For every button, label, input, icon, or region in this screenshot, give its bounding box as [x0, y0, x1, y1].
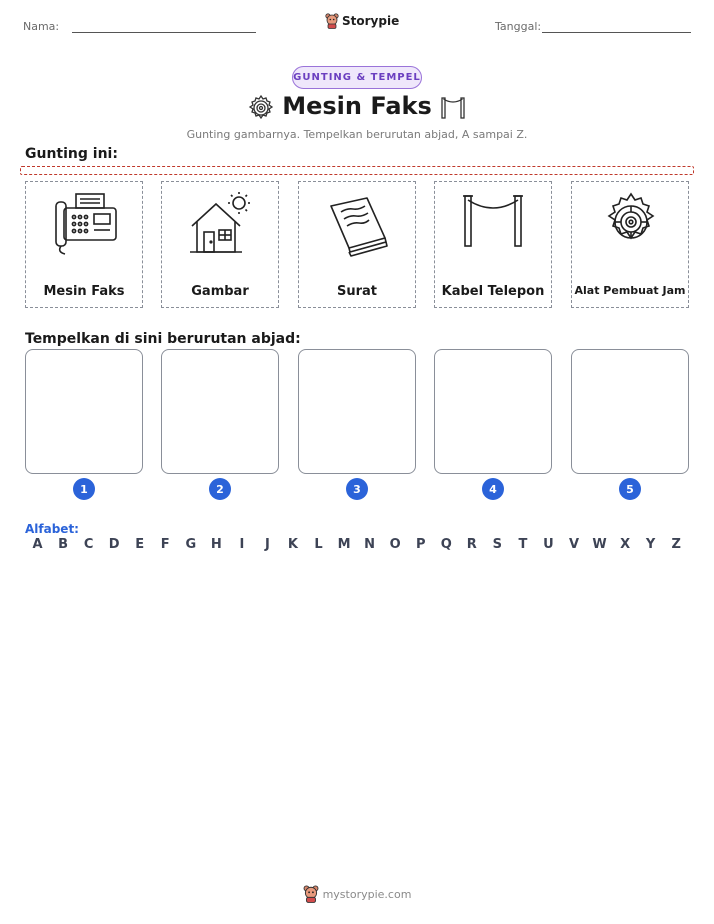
cut-card-picture[interactable]	[161, 181, 279, 308]
brand-name: Storypie	[342, 14, 400, 28]
alphabet-letter: W	[592, 537, 607, 552]
paste-section-label: Tempelkan di sini berurutan abjad:	[25, 331, 301, 347]
paste-slot-2[interactable]	[161, 349, 279, 474]
telephone-cable-icon	[459, 190, 529, 260]
alphabet-letter: G	[185, 537, 197, 552]
alphabet-letter: Y	[645, 537, 656, 552]
gear-icon	[596, 190, 666, 260]
page-title: Mesin Faks	[282, 92, 432, 120]
alphabet-letter: R	[466, 537, 477, 552]
slot-number-5: 5	[619, 478, 641, 500]
paste-slot-5[interactable]	[571, 349, 689, 474]
alphabet-row	[25, 537, 689, 552]
date-label: Tanggal:	[495, 20, 542, 33]
alphabet-letter: V	[568, 537, 580, 552]
cut-card-label: Kabel Telepon	[441, 284, 545, 299]
slot-number-2: 2	[209, 478, 231, 500]
letter-paper-icon	[323, 190, 393, 260]
alphabet-label: Alfabet:	[25, 522, 79, 536]
date-line[interactable]	[542, 32, 691, 33]
name-label: Nama:	[23, 20, 60, 33]
cut-card-label: Mesin Faks	[43, 284, 125, 299]
alphabet-letter: B	[58, 537, 68, 552]
alphabet-letter: T	[518, 537, 528, 552]
alphabet-letter: H	[210, 537, 222, 552]
bear-mascot-icon	[325, 13, 339, 29]
slot-number-1: 1	[73, 478, 95, 500]
fax-machine-icon	[50, 190, 120, 260]
cut-card-cable[interactable]	[434, 181, 552, 308]
paste-slot-4[interactable]	[434, 349, 552, 474]
activity-badge: GUNTING & TEMPEL	[292, 66, 422, 89]
alphabet-letter: C	[83, 537, 94, 552]
cut-card-label: Gambar	[191, 284, 249, 299]
instructions: Gunting gambarnya. Tempelkan berurutan abjad, A sampai Z.	[186, 128, 528, 141]
alphabet-letter: J	[265, 537, 270, 552]
bear-mascot-icon	[303, 885, 319, 903]
paste-slot-1[interactable]	[25, 349, 143, 474]
alphabet-letter: D	[108, 537, 120, 552]
footer	[0, 885, 714, 903]
cut-card-fax[interactable]	[25, 181, 143, 308]
alphabet-letter: F	[160, 537, 170, 552]
alphabet-letter: P	[415, 537, 426, 552]
footer-url[interactable]: mystorypie.com	[322, 887, 412, 901]
cut-card-label: Alat Pembuat Jam	[574, 284, 686, 297]
alphabet-letter: M	[337, 537, 351, 552]
alphabet-letter: K	[287, 537, 298, 552]
alphabet-letter: Q	[440, 537, 452, 552]
slot-number-4: 4	[482, 478, 504, 500]
alphabet-letter: E	[135, 537, 145, 552]
alphabet-letter: L	[314, 537, 323, 552]
alphabet-letter: O	[389, 537, 401, 552]
cut-card-label: Surat	[336, 284, 377, 299]
cut-card-clockmaker[interactable]	[571, 181, 689, 308]
alphabet-letter: A	[32, 537, 43, 552]
alphabet-letter: U	[543, 537, 554, 552]
alphabet-letter: S	[492, 537, 503, 552]
slot-number-3: 3	[346, 478, 368, 500]
cut-card-letter[interactable]	[298, 181, 416, 308]
cut-section-label: Gunting ini:	[25, 146, 118, 162]
cut-line	[20, 166, 694, 175]
alphabet-letter: N	[364, 537, 376, 552]
name-line[interactable]	[72, 32, 256, 33]
alphabet-letter: I	[239, 537, 245, 552]
brand-logo	[325, 13, 399, 29]
telephone-cable-icon	[439, 95, 467, 121]
alphabet-letter: X	[620, 537, 631, 552]
paste-slot-3[interactable]	[298, 349, 416, 474]
house-picture-icon	[186, 190, 256, 260]
alphabet-letter: Z	[671, 537, 681, 552]
